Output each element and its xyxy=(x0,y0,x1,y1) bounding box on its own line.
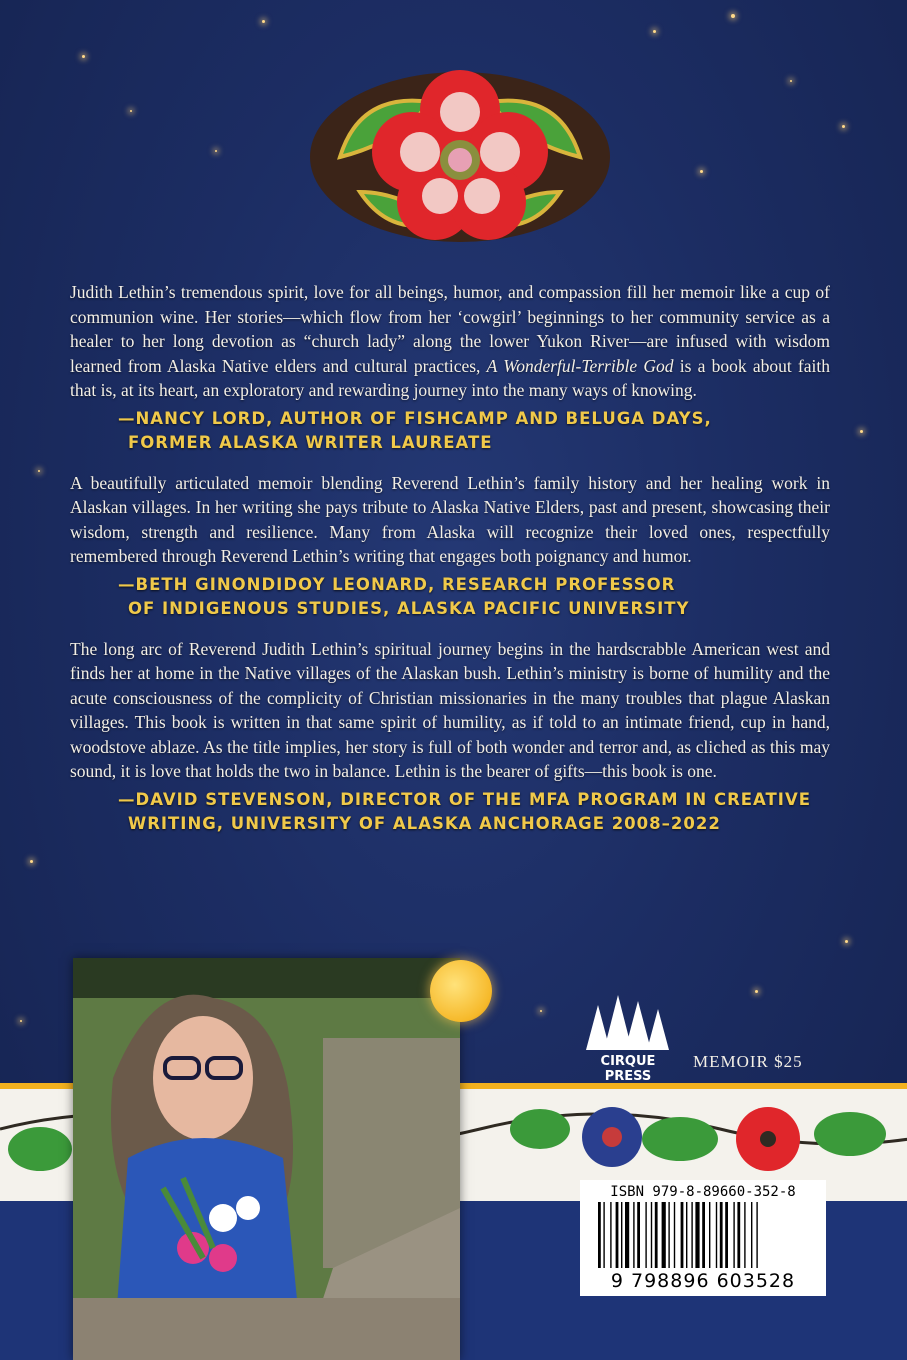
attribution-line: —DAVID STEVENSON, DIRECTOR OF THE MFA PROGRAM IN CREATIVE xyxy=(118,789,811,809)
star-decoration xyxy=(860,430,863,433)
barcode-bar xyxy=(625,1202,629,1268)
star-decoration xyxy=(790,80,792,82)
barcode-bar xyxy=(668,1202,669,1268)
barcode-bar xyxy=(633,1202,634,1268)
barcode-bar xyxy=(716,1202,717,1268)
barcode-bar xyxy=(695,1202,699,1268)
barcode-bar xyxy=(603,1202,604,1268)
attribution-line: —BETH GINONDIDOY LEONARD, RESEARCH PROFESSOR xyxy=(118,574,676,594)
barcode-bar xyxy=(616,1202,619,1268)
blurb-2-text: A beautifully articulated memoir blending Reverend Lethin’s family history and her healing work in Alaskan villages. In her writing she pays tribute to Alaska Native Elders, past and present, showcasing their wisdom, strength and resilience. Many from Alaska will recognize their loved ones, respectfully remembered through Reverend Lethin’s writing that engages both poignancy and humor. xyxy=(70,472,830,566)
book-title-italic: A Wonderful-Terrible God xyxy=(486,355,674,376)
blurb-2-attribution xyxy=(118,573,830,621)
barcode-bar xyxy=(737,1202,740,1268)
star-decoration xyxy=(540,1010,542,1012)
isbn-label: ISBN 979-8-89660-352-8 xyxy=(610,1184,796,1200)
star-decoration xyxy=(20,1020,22,1022)
blurb-1-text xyxy=(70,280,830,403)
attribution-line: OF INDIGENOUS STUDIES, ALASKA PACIFIC UNIVERSITY xyxy=(128,598,690,618)
barcode-bar xyxy=(681,1202,684,1268)
barcode-bar xyxy=(756,1202,757,1268)
blurb-3-text: The long arc of Reverend Judith Lethin’s spiritual journey begins in the hardscrabble American west and finds her at home in the Native villages of the Alaskan bush. Lethin’s ministry is borne of humility and the acute consciousness of the complicity of Christian missionaries in the many troubles that plague Alaskan villages. This book is written in that same spirit of humility, as if told to an intimate friend, cup in hand, woodstove ablaze. As the title implies, her story is full of both wonder and terror and, as cliched as this may sound, it is love that holds the two in balance. Lethin is the bearer of gifts—this book is one. xyxy=(70,638,830,781)
attribution-line: WRITING, UNIVERSITY OF ALASKA ANCHORAGE 2008–2022 xyxy=(128,813,721,833)
barcode-bar xyxy=(662,1202,666,1268)
barcode-bar xyxy=(655,1202,658,1268)
barcode-bar xyxy=(686,1202,687,1268)
star-decoration xyxy=(653,30,656,33)
star-decoration xyxy=(82,55,85,58)
category-price: MEMOIR $25 xyxy=(693,1052,803,1071)
barcode-bar xyxy=(637,1202,640,1268)
star-decoration xyxy=(842,125,845,128)
barcode-bar xyxy=(751,1202,752,1268)
star-decoration xyxy=(700,170,703,173)
star-decoration xyxy=(30,860,33,863)
barcode-bar xyxy=(674,1202,675,1268)
barcode-bar xyxy=(621,1202,622,1268)
star-decoration xyxy=(755,990,758,993)
author-photo xyxy=(73,958,460,1360)
author-portrait-illustration xyxy=(73,958,460,1360)
barcode-bar xyxy=(720,1202,723,1268)
blurb-3-attribution xyxy=(118,788,830,836)
barcode-bars xyxy=(580,1202,826,1272)
barcode-bar xyxy=(645,1202,646,1268)
barcode-bar xyxy=(709,1202,710,1268)
star-decoration xyxy=(731,14,735,18)
barcode-bar xyxy=(725,1202,728,1268)
star-decoration xyxy=(215,150,217,152)
review-blurbs xyxy=(70,280,830,852)
publisher-name: CIRQUE PRESS xyxy=(600,1054,656,1084)
attribution-line: FORMER ALASKA WRITER LAUREATE xyxy=(128,432,493,452)
barcode-digits: 9 798896 603528 xyxy=(610,1270,796,1292)
attribution-line: —NANCY LORD, AUTHOR OF FISHCAMP AND BELUGA DAYS, xyxy=(118,408,712,428)
beaded-flower-illustration xyxy=(300,62,620,252)
star-decoration xyxy=(262,20,265,23)
barcode-bar xyxy=(610,1202,611,1268)
isbn-barcode xyxy=(580,1180,826,1296)
blurb-1-text-part: Judith Lethin’s tremendous spirit, love for all beings, humor, and compassion fill her memoir like a cup of communion wine. Her stories—which flow from her ‘cowgirl’ beginnings to her community service as a healer to her long devotion as “church lady” along the lower Yukon River—are infused with wisdom learned from Alaska Native elders and cultural practices, xyxy=(70,282,830,376)
star-decoration xyxy=(130,110,132,112)
barcode-bar xyxy=(691,1202,692,1268)
barcode-bar xyxy=(598,1202,601,1268)
full-moon-icon xyxy=(430,960,492,1022)
barcode-bar xyxy=(702,1202,705,1268)
barcode-bar xyxy=(733,1202,734,1268)
star-decoration xyxy=(845,940,848,943)
barcode-bar xyxy=(744,1202,745,1268)
star-decoration xyxy=(38,470,40,472)
barcode-bar xyxy=(651,1202,652,1268)
blurb-1-attribution xyxy=(118,407,830,455)
blurb-1-text-part: is a book about faith that is, at its heart, an exploratory and rewarding journey into the many ways of knowing. xyxy=(70,355,831,400)
